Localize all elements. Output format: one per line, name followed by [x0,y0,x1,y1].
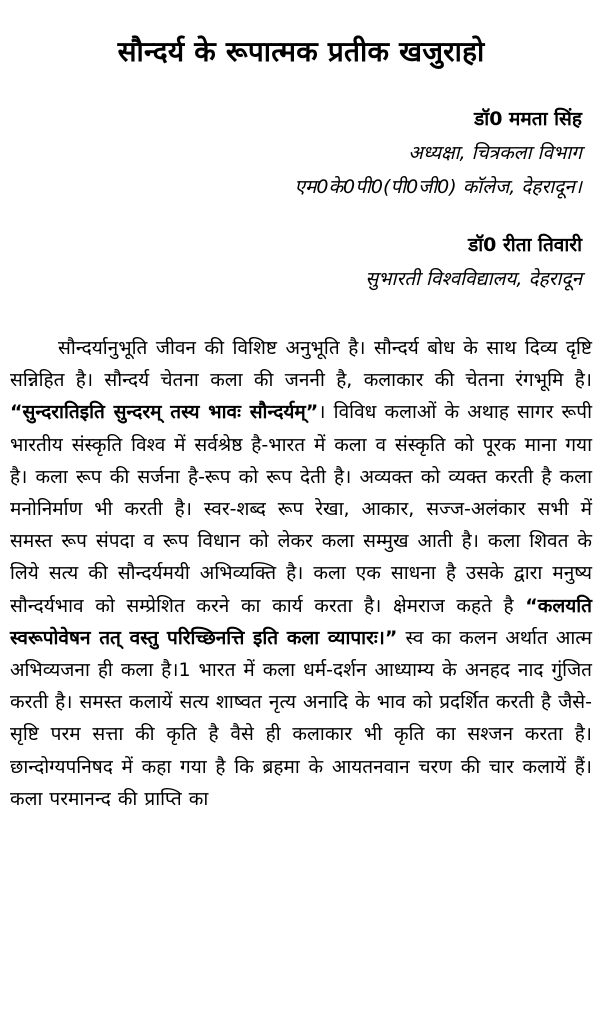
sanskrit-quote: “कलयति स्वरूपोवेषन तत् वस्तु परिच्छिनत्ति इति कला व्यापारः।” [10,594,592,649]
body-paragraph [10,332,592,815]
author-affiliation: सुभारती विश्वविद्यालय, देहरादून [365,268,582,290]
sanskrit-quote: “सुन्दरातिइति सुन्दरम् तस्य भावः सौन्दर्यम्” [10,401,319,424]
body-text-segment: स्व का कलन अर्थात आत्म अभिव्यजना ही कला है।1 भारत में कला धर्म-दर्शन आध्याम्य के अनहद नाद गुंजित करती है। समस्त कलायें सत्य शाष्वत नृत्य अनादि के भाव को प्रदर्शित करती है जैसे-सृष्टि परम सत्ता की कृति है वैसे ही कलाकार भी कृति का सश्जन करता है। छान्दोग्यपनिषद में कहा गया है कि ब्रहमा के आयतनवान चरण की चार कलायें हैं। कला परमानन्द की प्राप्ति का [10,626,592,810]
author-name: डॉ0 रीता तिवारी [468,234,582,256]
body-text-segment: । विविध कलाओं के अथाह सागर रूपी भारतीय संस्कृति विश्व में सर्वश्रेष्ठ है-भारत में कला व संस्कृति को पूरक माना गया है। कला रूप की सर्जना है-रूप को रूप देती है। अव्यक्त को व्यक्त करती है कला मनोनिर्माण भी करती है। स्वर-शब्द रूप रेखा, आकार, सज्ज-अलंकार सभी में समस्त रूप संपदा व रूप विधान को लेकर कला सम्मुख आती है। कला शिवत के लिये सत्य की सौन्दर्यमयी अभिव्यक्ति है। कला एक साधना है उसके द्वारा मनुष्य सौन्दर्यभाव को सम्प्रेशित करने का कार्य करता है। क्षेमराज कहते है [10,401,593,617]
body-text-segment: सौन्दर्यानुभूति जीवन की विशिष्ट अनुभूति है। सौन्दर्य बोध के साथ दिव्य दृष्टि सन्निहित है। सौन्दर्य चेतना कला की जननी है, कलाकार की चेतना रंगभूमि है। [10,337,592,392]
author-block-2 [10,228,592,296]
author-name: डॉ0 ममता सिंह [474,108,582,130]
article-title: सौन्दर्य के रूपात्मक प्रतीक खजुराहो [117,35,485,68]
author-affiliation: अध्यक्षा, चित्रकला विभाग [408,142,582,164]
author-affiliation: एम0के0पी0(पी0जी0) कॉलेज, देहरादून। [294,176,582,198]
author-block-1 [10,102,592,204]
